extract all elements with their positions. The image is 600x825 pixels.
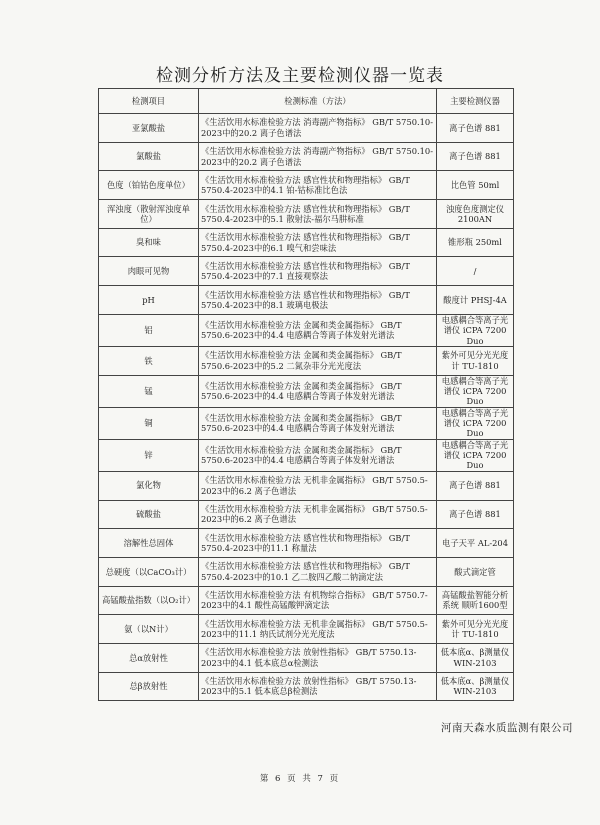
cell-instrument: 比色管 50ml (437, 171, 514, 200)
table-header-row (99, 89, 514, 114)
cell-standard: 《生活饮用水标准检验方法 感官性状和物理指标》 GB/T 5750.4-2023中的11.1 称量法 (199, 529, 437, 558)
cell-instrument: 离子色谱 881 (437, 114, 514, 143)
cell-instrument: 低本底α、β测量仪 WIN-2103 (437, 643, 514, 672)
company-name: 河南天森水质监测有限公司 (441, 722, 573, 734)
header-item: 检测项目 (99, 89, 199, 114)
cell-standard: 《生活饮用水标准检验方法 有机物综合指标》 GB/T 5750.7-2023中的4.1 酸性高锰酸钾滴定法 (199, 586, 437, 615)
cell-instrument: 酸度计 PHSJ-4A (437, 286, 514, 315)
table-row (99, 672, 514, 701)
cell-standard: 《生活饮用水标准检验方法 无机非金属指标》 GB/T 5750.5-2023中的6.2 离子色谱法 (199, 471, 437, 500)
cell-standard: 《生活饮用水标准检验方法 金属和类金属指标》 GB/T 5750.6-2023中的4.4 电感耦合等离子体发射光谱法 (199, 439, 437, 471)
cell-instrument: 低本底α、β测量仪 WIN-2103 (437, 672, 514, 701)
table-row (99, 114, 514, 143)
cell-standard: 《生活饮用水标准检验方法 感官性状和物理指标》 GB/T 5750.4-2023中的10.1 乙二胺四乙酸二钠滴定法 (199, 557, 437, 586)
cell-standard: 《生活饮用水标准检验方法 感官性状和物理指标》 GB/T 5750.4-2023中的4.1 铂-钴标准比色法 (199, 171, 437, 200)
table-row (99, 171, 514, 200)
cell-standard: 《生活饮用水标准检验方法 感官性状和物理指标》 GB/T 5750.4-2023中的7.1 直接观察法 (199, 257, 437, 286)
table-row (99, 500, 514, 529)
cell-standard: 《生活饮用水标准检验方法 金属和类金属指标》 GB/T 5750.6-2023中的4.4 电感耦合等离子体发射光谱法 (199, 314, 437, 346)
table-row (99, 439, 514, 471)
cell-item: 臭和味 (99, 228, 199, 257)
cell-item: 色度（铂钴色度单位） (99, 171, 199, 200)
cell-standard: 《生活饮用水标准检验方法 金属和类金属指标》 GB/T 5750.6-2023中的5.2 二氮杂菲分光光度法 (199, 346, 437, 375)
cell-item: 铁 (99, 346, 199, 375)
cell-item: 铜 (99, 407, 199, 439)
cell-item: 总硬度（以CaCO₃计） (99, 557, 199, 586)
cell-instrument: 紫外可见分光光度计 TU-1810 (437, 615, 514, 644)
table-row (99, 142, 514, 171)
table-row (99, 471, 514, 500)
table-row (99, 257, 514, 286)
cell-instrument: 酸式滴定管 (437, 557, 514, 586)
cell-item: 锰 (99, 375, 199, 407)
cell-item: 总β放射性 (99, 672, 199, 701)
cell-instrument: 锥形瓶 250ml (437, 228, 514, 257)
cell-instrument: 电子天平 AL-204 (437, 529, 514, 558)
cell-instrument: 离子色谱 881 (437, 500, 514, 529)
cell-item: 溶解性总固体 (99, 529, 199, 558)
cell-instrument: 电感耦合等离子光谱仪 iCPA 7200 Duo (437, 439, 514, 471)
cell-standard: 《生活饮用水标准检验方法 金属和类金属指标》 GB/T 5750.6-2023中的4.4 电感耦合等离子体发射光谱法 (199, 375, 437, 407)
cell-item: 肉眼可见物 (99, 257, 199, 286)
cell-item: 氯酸盐 (99, 142, 199, 171)
cell-standard: 《生活饮用水标准检验方法 消毒副产物指标》 GB/T 5750.10-2023中的20.2 离子色谱法 (199, 114, 437, 143)
cell-instrument: / (437, 257, 514, 286)
table-row (99, 586, 514, 615)
cell-instrument: 电感耦合等离子光谱仪 iCPA 7200 Duo (437, 375, 514, 407)
cell-standard: 《生活饮用水标准检验方法 感官性状和物理指标》 GB/T 5750.4-2023中的5.1 散射法-福尔马肼标准 (199, 200, 437, 229)
cell-item: 总α放射性 (99, 643, 199, 672)
table-row (99, 375, 514, 407)
table-row (99, 557, 514, 586)
cell-instrument: 电感耦合等离子光谱仪 iCPA 7200 Duo (437, 407, 514, 439)
methods-table (98, 88, 514, 701)
header-instrument: 主要检测仪器 (437, 89, 514, 114)
table-row (99, 407, 514, 439)
cell-standard: 《生活饮用水标准检验方法 感官性状和物理指标》 GB/T 5750.4-2023中的6.1 嗅气和尝味法 (199, 228, 437, 257)
cell-standard: 《生活饮用水标准检验方法 金属和类金属指标》 GB/T 5750.6-2023中的4.4 电感耦合等离子体发射光谱法 (199, 407, 437, 439)
table-row (99, 228, 514, 257)
cell-standard: 《生活饮用水标准检验方法 无机非金属指标》 GB/T 5750.5-2023中的11.1 纳氏试剂分光光度法 (199, 615, 437, 644)
cell-instrument: 紫外可见分光光度计 TU-1810 (437, 346, 514, 375)
table-row (99, 286, 514, 315)
cell-item: 氯化物 (99, 471, 199, 500)
cell-instrument: 离子色谱 881 (437, 471, 514, 500)
table-row (99, 200, 514, 229)
table-row (99, 615, 514, 644)
cell-item: 浑浊度（散射浑浊度单位） (99, 200, 199, 229)
table-row (99, 346, 514, 375)
cell-standard: 《生活饮用水标准检验方法 感官性状和物理指标》 GB/T 5750.4-2023中的8.1 玻璃电极法 (199, 286, 437, 315)
cell-item: 铝 (99, 314, 199, 346)
cell-item: pH (99, 286, 199, 315)
cell-item: 硫酸盐 (99, 500, 199, 529)
cell-instrument: 高锰酸盐智能分析系统 顺昕1600型 (437, 586, 514, 615)
header-standard: 检测标准（方法） (199, 89, 437, 114)
table-row (99, 643, 514, 672)
cell-standard: 《生活饮用水标准检验方法 放射性指标》 GB/T 5750.13-2023中的5.1 低本底总β检测法 (199, 672, 437, 701)
cell-item: 高锰酸盐指数（以O₂计） (99, 586, 199, 615)
cell-standard: 《生活饮用水标准检验方法 放射性指标》 GB/T 5750.13-2023中的4.1 低本底总α检测法 (199, 643, 437, 672)
cell-standard: 《生活饮用水标准检验方法 消毒副产物指标》 GB/T 5750.10-2023中的20.2 离子色谱法 (199, 142, 437, 171)
page-title: 检测分析方法及主要检测仪器一览表 (156, 66, 444, 86)
table-row (99, 314, 514, 346)
table-row (99, 529, 514, 558)
cell-instrument: 离子色谱 881 (437, 142, 514, 171)
cell-item: 亚氯酸盐 (99, 114, 199, 143)
cell-standard: 《生活饮用水标准检验方法 无机非金属指标》 GB/T 5750.5-2023中的6.2 离子色谱法 (199, 500, 437, 529)
cell-item: 锌 (99, 439, 199, 471)
cell-item: 氨（以N计） (99, 615, 199, 644)
page-number: 第 6 页 共 7 页 (259, 774, 341, 784)
cell-instrument: 浊度色度测定仪 2100AN (437, 200, 514, 229)
cell-instrument: 电感耦合等离子光谱仪 iCPA 7200 Duo (437, 314, 514, 346)
